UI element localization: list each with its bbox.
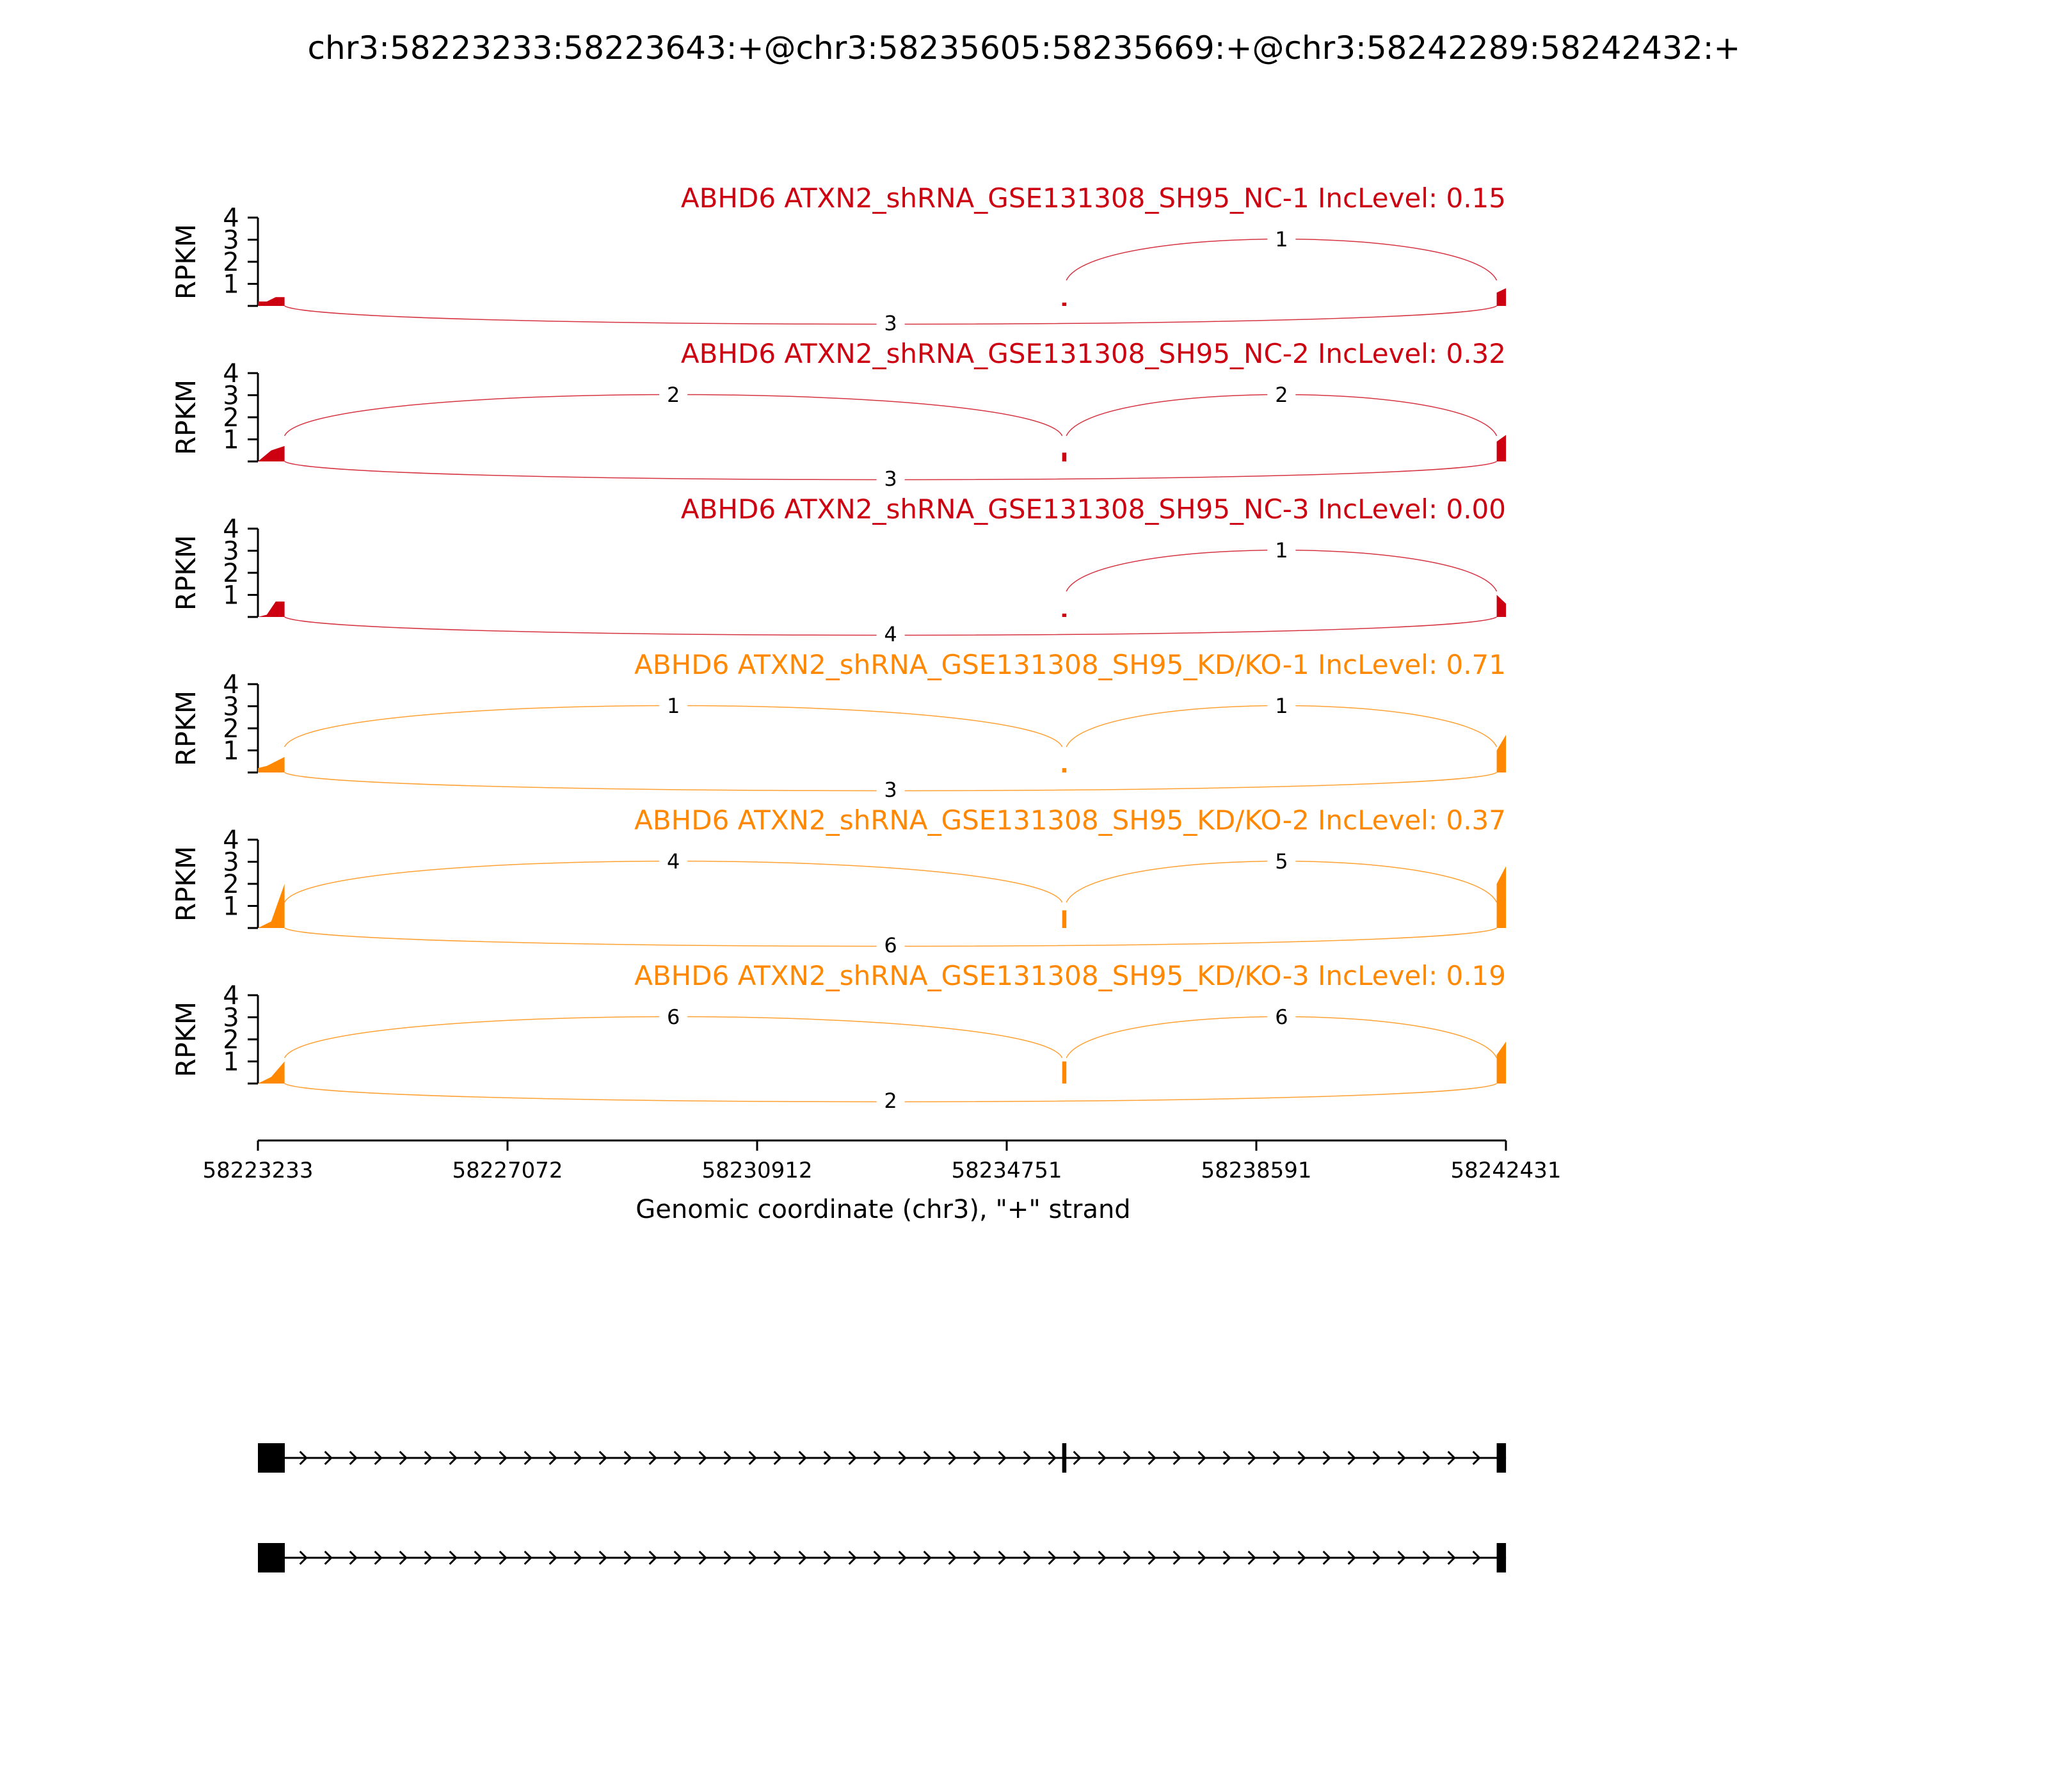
x-tick-label: 58227072 [452, 1158, 563, 1183]
y-tick-label: 3 [223, 381, 239, 411]
junction-count: 1 [1275, 227, 1288, 252]
track-3 [170, 493, 1506, 646]
exon-block [258, 1543, 285, 1572]
y-tick-label: 4 [223, 515, 239, 544]
junction-count: 4 [884, 622, 897, 646]
coverage-bar [1497, 435, 1507, 461]
x-tick-label: 58230912 [701, 1158, 813, 1183]
y-tick-label: 4 [223, 670, 239, 700]
track-6 [170, 960, 1506, 1113]
junction-count: 3 [884, 311, 897, 335]
coverage-bar [1062, 910, 1067, 928]
y-tick-label: 3 [223, 847, 239, 877]
isoform-2 [258, 1543, 1506, 1572]
exon-block [1062, 1443, 1067, 1473]
y-tick-label: 1 [223, 425, 239, 455]
sample-label: ABHD6 ATXN2_shRNA_GSE131308_SH95_NC-3 IncLevel: 0.00 [680, 493, 1506, 525]
coverage-bar [258, 446, 285, 461]
y-axis-label: RPKM [170, 223, 202, 300]
coverage-tracks [170, 182, 1506, 1113]
y-tick-label: 4 [223, 204, 239, 233]
junction-count: 5 [1275, 849, 1288, 874]
exon-block [1497, 1443, 1507, 1473]
junction-count: 4 [666, 849, 680, 874]
exon-block [1497, 1543, 1507, 1572]
coverage-bar [1062, 768, 1067, 772]
sample-label: ABHD6 ATXN2_shRNA_GSE131308_SH95_KD/KO-2 IncLevel: 0.37 [634, 804, 1506, 836]
y-tick-label: 3 [223, 692, 239, 722]
y-tick-label: 2 [223, 1025, 239, 1055]
y-axis-label: RPKM [170, 379, 202, 456]
x-tick-label: 58234751 [951, 1158, 1062, 1183]
y-tick-label: 2 [223, 714, 239, 744]
coverage-bar [1497, 595, 1507, 618]
y-tick-label: 4 [223, 359, 239, 388]
y-axis-label: RPKM [170, 534, 202, 611]
y-tick-label: 3 [223, 225, 239, 255]
junction-count: 6 [1275, 1005, 1288, 1029]
y-axis-label: RPKM [170, 690, 202, 767]
y-tick-label: 2 [223, 870, 239, 899]
coverage-bar [1497, 735, 1507, 772]
junction-count: 2 [884, 1089, 897, 1113]
coverage-bar [1497, 866, 1507, 928]
exon-block [258, 1443, 285, 1473]
junction-count: 2 [1275, 383, 1288, 407]
y-tick-label: 2 [223, 403, 239, 433]
junction-count: 3 [884, 467, 897, 491]
y-tick-label: 1 [223, 269, 239, 300]
y-tick-label: 1 [223, 580, 239, 611]
y-tick-label: 1 [223, 892, 239, 922]
junction-count: 1 [1275, 694, 1288, 718]
x-axis-label: Genomic coordinate (chr3), "+" strand [636, 1195, 1131, 1224]
gene-model [258, 1443, 1506, 1572]
sample-label: ABHD6 ATXN2_shRNA_GSE131308_SH95_NC-2 IncLevel: 0.32 [680, 338, 1506, 369]
track-4 [170, 649, 1506, 802]
x-axis [202, 1140, 1561, 1183]
y-tick-label: 2 [223, 248, 239, 277]
coverage-bar [1062, 303, 1067, 306]
coverage-bar [1062, 452, 1067, 461]
junction-count: 1 [666, 694, 680, 718]
y-tick-label: 3 [223, 536, 239, 566]
y-tick-label: 3 [223, 1003, 239, 1033]
track-2 [170, 338, 1506, 491]
coverage-bar [258, 297, 285, 306]
sample-label: ABHD6 ATXN2_shRNA_GSE131308_SH95_KD/KO-3 IncLevel: 0.19 [634, 960, 1506, 991]
sample-label: ABHD6 ATXN2_shRNA_GSE131308_SH95_NC-1 IncLevel: 0.15 [680, 182, 1506, 214]
y-tick-label: 4 [223, 981, 239, 1011]
isoform-1 [258, 1443, 1506, 1473]
coverage-bar [258, 602, 285, 617]
y-axis-label: RPKM [170, 1001, 202, 1078]
y-tick-label: 1 [223, 1047, 239, 1077]
coverage-bar [258, 757, 285, 772]
coverage-bar [1497, 288, 1507, 306]
coverage-bar [258, 884, 285, 928]
x-tick-label: 58238591 [1201, 1158, 1312, 1183]
y-tick-label: 4 [223, 826, 239, 855]
sample-label: ABHD6 ATXN2_shRNA_GSE131308_SH95_KD/KO-1 IncLevel: 0.71 [634, 649, 1506, 680]
junction-count: 6 [666, 1005, 680, 1029]
figure-title: chr3:58223233:58223643:+@chr3:58235605:58235669:+@chr3:58242289:58242432:+ [307, 29, 1741, 67]
junction-count: 6 [884, 933, 897, 957]
y-tick-label: 2 [223, 559, 239, 588]
x-tick-label: 58242431 [1450, 1158, 1562, 1183]
junction-count: 3 [884, 778, 897, 802]
y-tick-label: 1 [223, 736, 239, 766]
junction-count: 1 [1275, 538, 1288, 563]
coverage-bar [1062, 1062, 1067, 1084]
junction-count: 2 [666, 383, 680, 407]
coverage-bar [1062, 614, 1067, 617]
coverage-bar [1497, 1042, 1507, 1084]
x-tick-label: 58223233 [202, 1158, 314, 1183]
y-axis-label: RPKM [170, 845, 202, 922]
coverage-bar [258, 1062, 285, 1084]
track-5 [170, 804, 1506, 957]
track-1 [170, 182, 1506, 335]
